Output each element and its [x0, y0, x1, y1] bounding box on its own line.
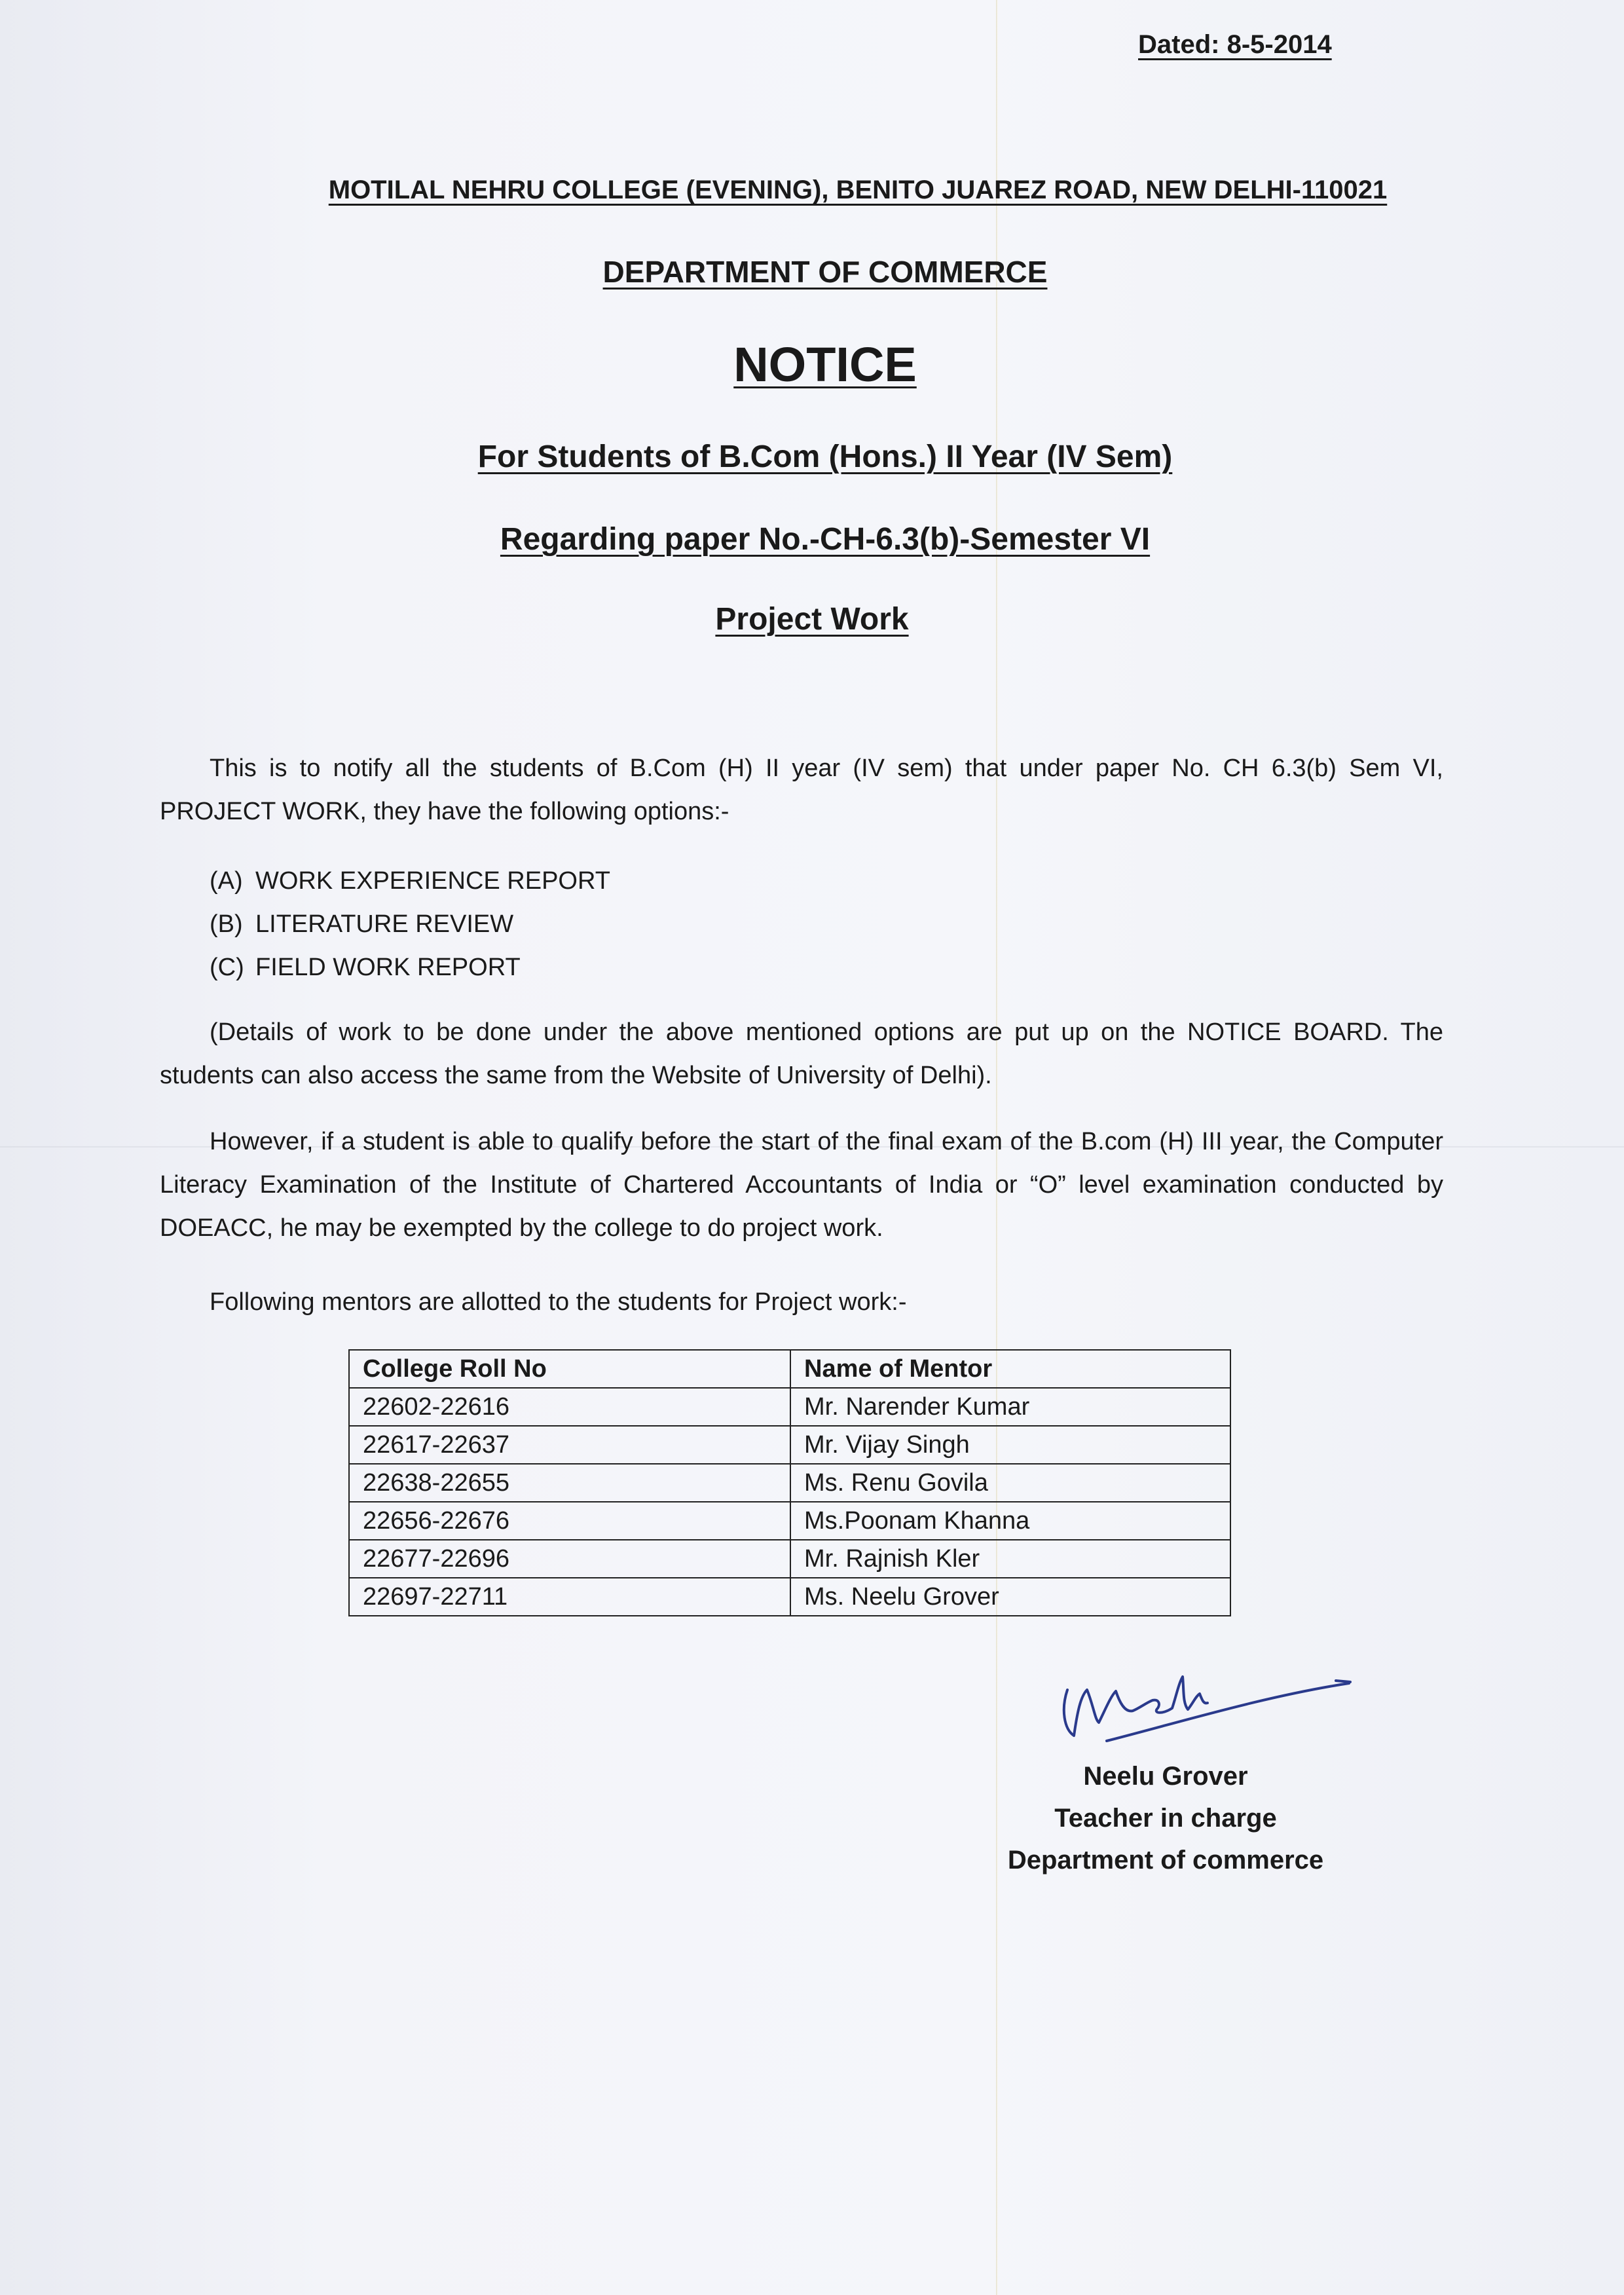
subject-heading: [0, 601, 1624, 637]
table-row: [349, 1388, 1230, 1426]
option-item: [210, 859, 610, 903]
department-heading: [0, 254, 1624, 289]
mentors-table: [348, 1349, 1231, 1616]
college-heading-text: MOTILAL NEHRU COLLEGE (EVENING), BENITO JUAREZ ROAD, NEW DELHI-110021: [328, 176, 1388, 204]
college-heading: [0, 176, 1624, 205]
roll-no-cell: 22638-22655: [349, 1464, 790, 1502]
roll-no-cell: 22677-22696: [349, 1540, 790, 1578]
regarding-text: Regarding paper No.-CH-6.3(b)-Semester VI: [500, 522, 1151, 557]
option-text: WORK EXPERIENCE REPORT: [255, 867, 610, 895]
option-text: LITERATURE REVIEW: [255, 910, 514, 938]
exemption-paragraph: [160, 1120, 1443, 1250]
regarding-heading: [0, 521, 1624, 557]
notice-title-text: NOTICE: [733, 337, 917, 392]
option-item: [210, 903, 610, 946]
department-heading-text: DEPARTMENT OF COMMERCE: [602, 255, 1048, 289]
handwritten-signature: [1048, 1651, 1362, 1755]
option-item: [210, 946, 610, 989]
option-letter: (B): [210, 910, 243, 938]
signatory-department: Department of commerce: [1007, 1846, 1324, 1875]
roll-no-cell: 22697-22711: [349, 1578, 790, 1616]
options-list: [210, 859, 610, 989]
roll-no-cell: 22656-22676: [349, 1502, 790, 1540]
column-header-mentor: Name of Mentor: [790, 1350, 1230, 1388]
intro-paragraph-text: This is to notify all the students of B.Com (H) II year (IV sem) that under paper No. CH 6.3(b) Sem VI, PROJECT WORK, they have the following options:-: [160, 755, 1443, 825]
mentor-cell: Mr. Vijay Singh: [790, 1426, 1230, 1464]
signatory-name: Neelu Grover: [1083, 1762, 1248, 1791]
mentor-cell: Ms.Poonam Khanna: [790, 1502, 1230, 1540]
table-row: [349, 1464, 1230, 1502]
details-paragraph-text: (Details of work to be done under the above mentioned options are put up on the NOTICE BOARD. The students can also access the same from the Website of University of Delhi).: [160, 1018, 1443, 1089]
for-students-text: For Students of B.Com (Hons.) II Year (IV Sem): [477, 439, 1173, 474]
notice-title: [0, 337, 1624, 392]
option-text: FIELD WORK REPORT: [255, 954, 521, 981]
table-header-row: [349, 1350, 1230, 1388]
mentor-cell: Ms. Renu Govila: [790, 1464, 1230, 1502]
signatory-block: [982, 1755, 1349, 1881]
option-letter: (C): [210, 954, 244, 981]
mentor-cell: Mr. Rajnish Kler: [790, 1540, 1230, 1578]
exemption-paragraph-text: However, if a student is able to qualify before the start of the final exam of the B.com (H) III year, the Computer Literacy Examination of the Institute of Chartered Accountants of India or “O” level examination conducted by DOEACC, he may be exempted by the college to do project work.: [160, 1128, 1443, 1242]
roll-no-cell: 22617-22637: [349, 1426, 790, 1464]
for-students-heading: [0, 439, 1624, 475]
subject-text: Project Work: [715, 602, 909, 637]
table-row: [349, 1426, 1230, 1464]
mentor-cell: Ms. Neelu Grover: [790, 1578, 1230, 1616]
roll-no-cell: 22602-22616: [349, 1388, 790, 1426]
table-row: [349, 1502, 1230, 1540]
mentors-intro-paragraph: [160, 1280, 1443, 1324]
column-header-roll-no: College Roll No: [349, 1350, 790, 1388]
intro-paragraph: [160, 747, 1443, 833]
option-letter: (A): [210, 867, 243, 895]
table-row: [349, 1578, 1230, 1616]
mentors-intro-text: Following mentors are allotted to the students for Project work:-: [210, 1288, 907, 1316]
details-paragraph: [160, 1011, 1443, 1097]
notice-date: Dated: 8-5-2014: [1138, 30, 1332, 59]
table-row: [349, 1540, 1230, 1578]
mentor-cell: Mr. Narender Kumar: [790, 1388, 1230, 1426]
signatory-role: Teacher in charge: [1054, 1804, 1277, 1833]
